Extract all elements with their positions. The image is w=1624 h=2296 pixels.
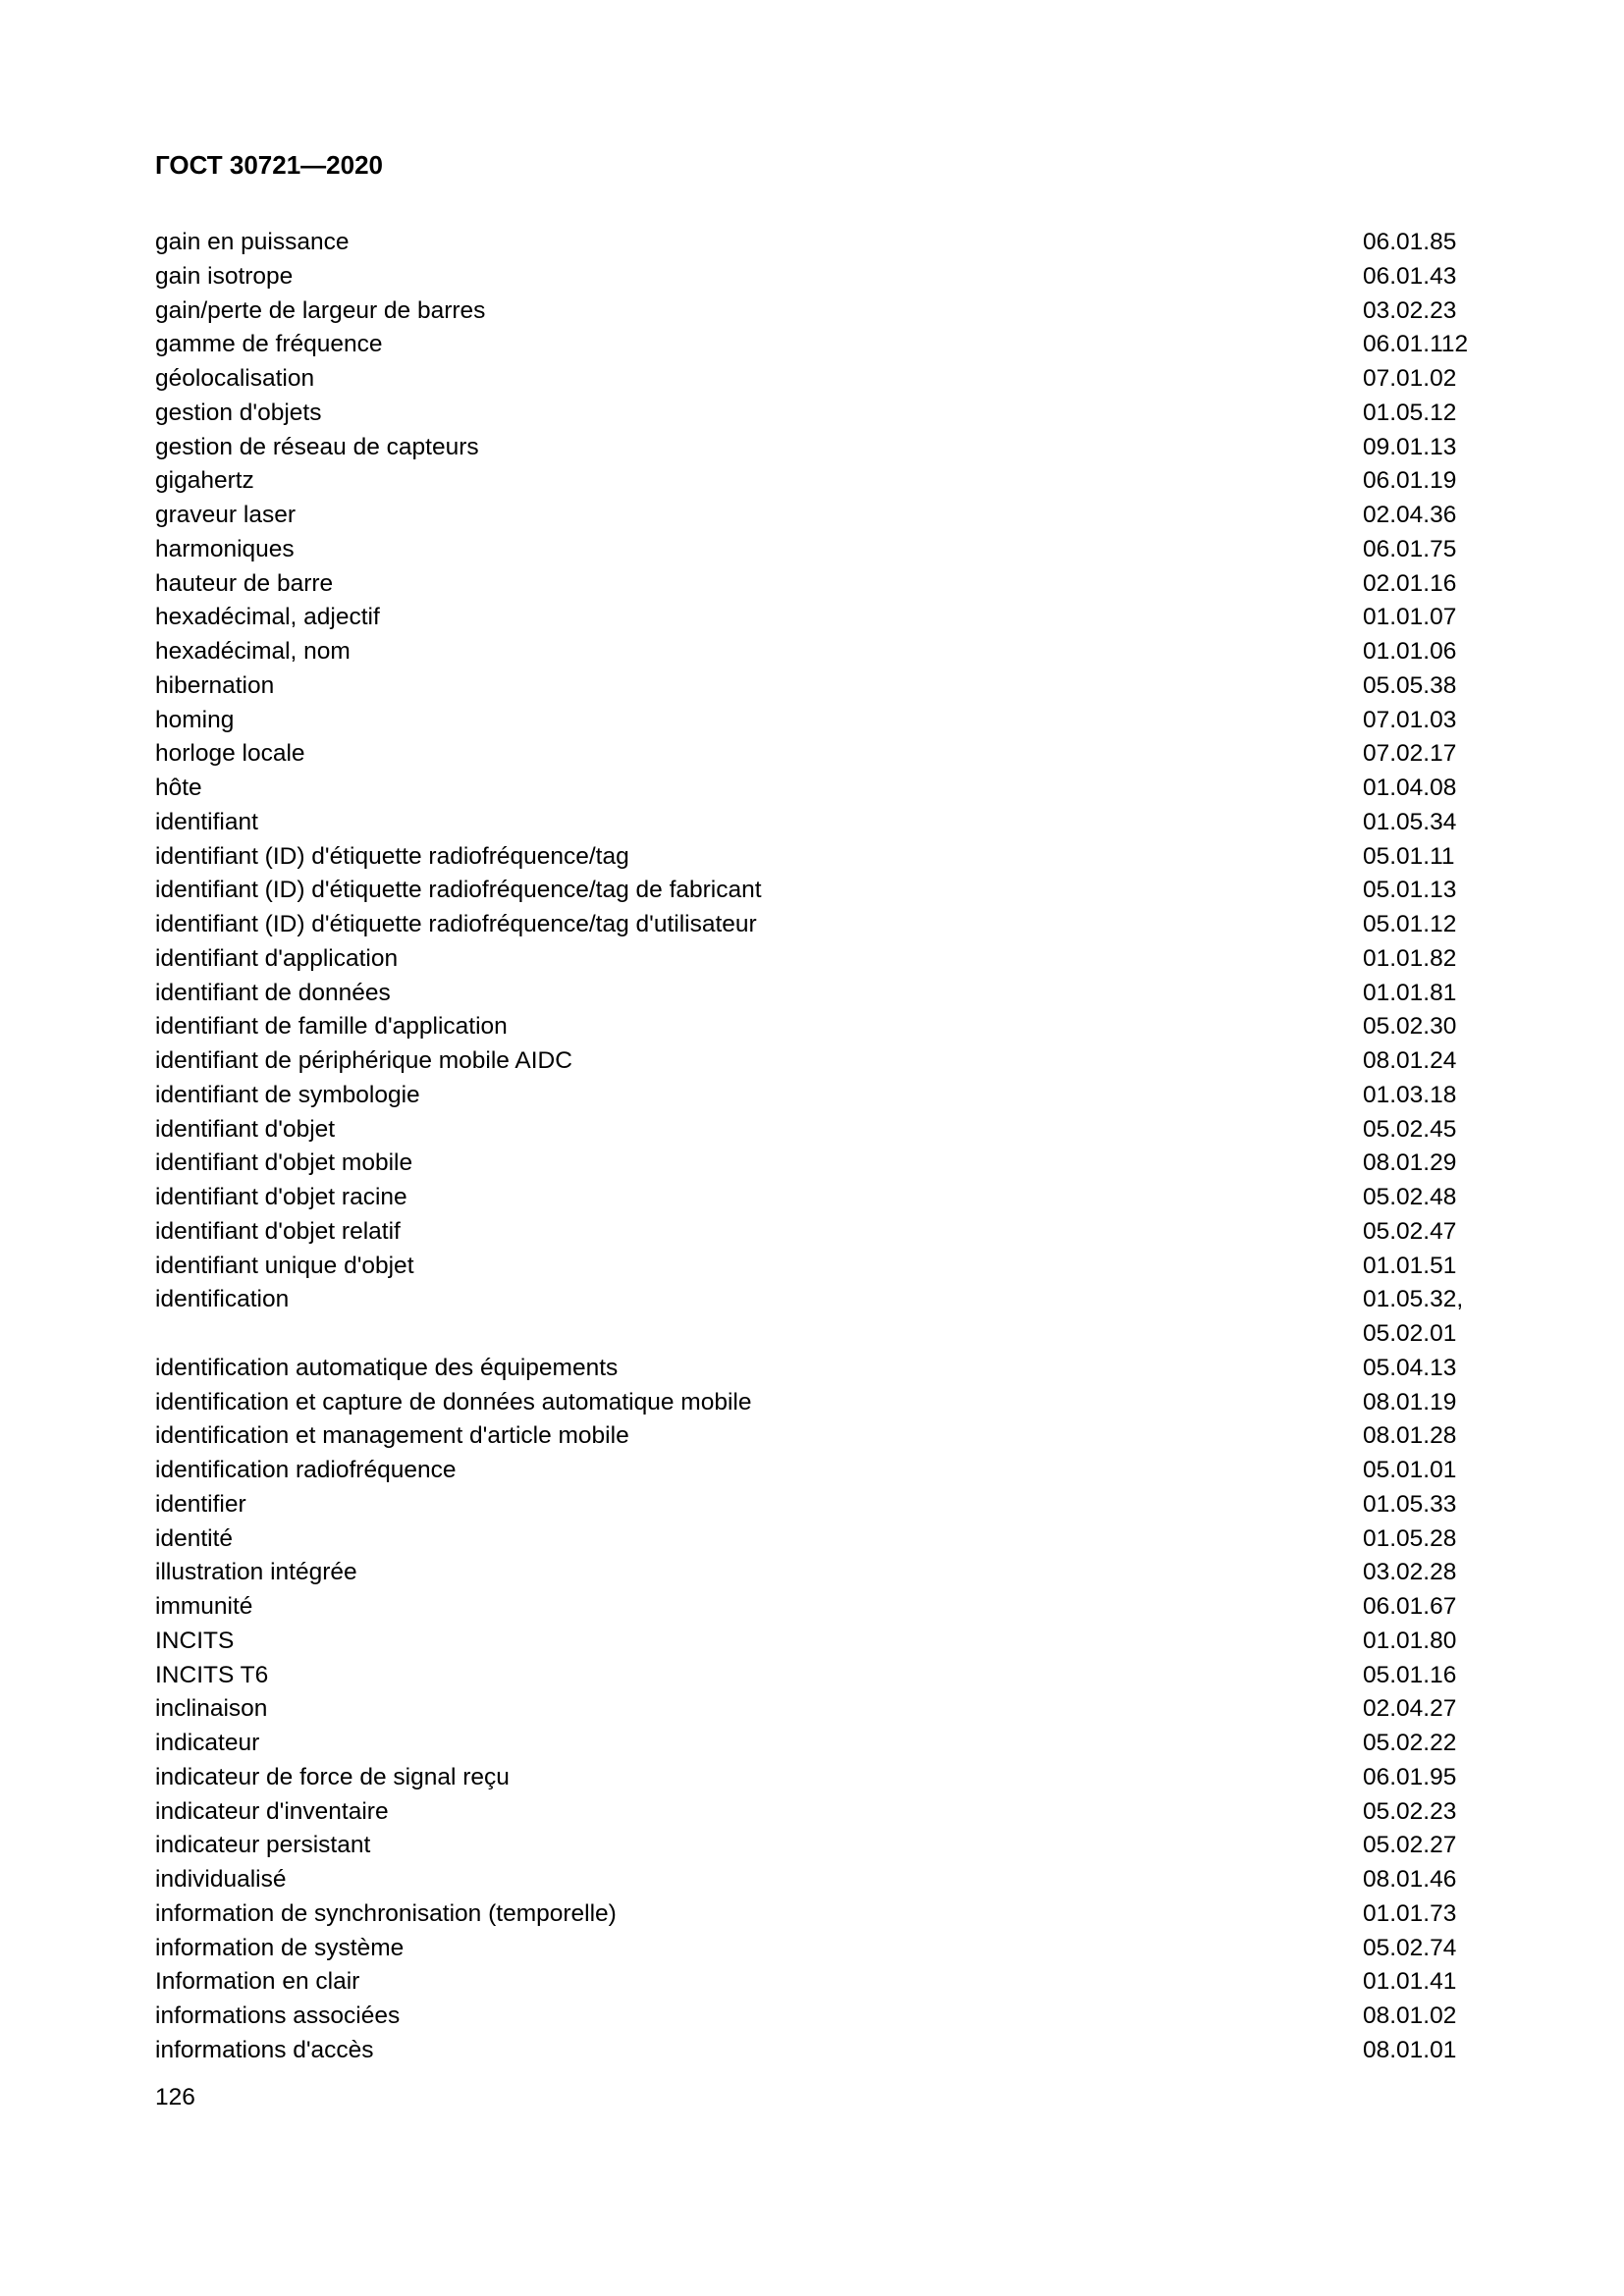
index-entry: [155, 397, 1471, 431]
index-ref-group: [1363, 1215, 1456, 1250]
index-term: illustration intégrée: [155, 1559, 357, 1586]
index-ref-code: 05.02.27: [1363, 1832, 1457, 1859]
index-ref-group: [1363, 942, 1456, 977]
index-term: informations associées: [155, 2002, 401, 2030]
index-entry: [155, 1113, 1471, 1148]
index-entry: [155, 977, 1471, 1011]
index-term: INCITS T6: [155, 1661, 269, 1688]
index-term: hexadécimal, nom: [155, 638, 351, 665]
index-entry: [155, 1590, 1471, 1625]
index-ref-code: 06.01.75: [1363, 535, 1457, 562]
index-entry: [155, 772, 1471, 806]
index-term: identifiant d'objet: [155, 1115, 336, 1143]
index-ref-group: [1363, 1761, 1456, 1795]
index-ref-code: 07.01.02: [1363, 365, 1457, 392]
index-ref-code: 06.01.112: [1363, 331, 1469, 358]
index-ref-group: [1363, 533, 1456, 567]
index-ref-group: [1363, 1727, 1456, 1761]
index-term: identification et management d'article mobile: [155, 1422, 629, 1450]
index-ref-group: [1363, 635, 1456, 669]
index-term: identifiant d'objet racine: [155, 1184, 407, 1210]
index-term: individualisé: [155, 1866, 287, 1894]
index-entry: [155, 1829, 1471, 1863]
index-entry: [155, 1419, 1471, 1454]
index-ref-group: [1363, 669, 1456, 704]
index-ref-code: 07.01.03: [1363, 706, 1457, 733]
index-term: indicateur d'inventaire: [155, 1797, 389, 1825]
index-ref-code: 01.05.33: [1363, 1490, 1457, 1518]
index-ref-code: 05.02.47: [1363, 1217, 1457, 1245]
index-entry: [155, 1795, 1471, 1830]
index-ref-group: [1363, 1659, 1456, 1693]
index-entry: [155, 362, 1471, 397]
index-ref-group: [1363, 1250, 1456, 1284]
index-ref-code: 05.02.01: [1363, 1320, 1457, 1347]
index-entry: [155, 1522, 1471, 1557]
index-term: identification radiofréquence: [155, 1457, 457, 1484]
index-ref-group: [1363, 1590, 1456, 1625]
index-ref-group: [1363, 1010, 1456, 1044]
index-term: hibernation: [155, 671, 275, 699]
index-term: information de système: [155, 1934, 405, 1961]
index-entry: [155, 294, 1471, 329]
index-ref-code: 06.01.67: [1363, 1593, 1457, 1621]
index-ref-code: 01.05.32,: [1363, 1286, 1464, 1313]
index-ref-code: 05.02.45: [1363, 1115, 1457, 1143]
page-number: 126: [155, 2084, 195, 2110]
index-entry: [155, 1215, 1471, 1250]
index-ref-code: 01.01.82: [1363, 944, 1457, 972]
index-entry: [155, 1625, 1471, 1659]
index-ref-group: [1363, 737, 1456, 772]
term-index-list: [155, 226, 1471, 2068]
index-ref-code: 05.02.30: [1363, 1013, 1457, 1041]
index-ref-code: 08.01.01: [1363, 2036, 1457, 2063]
index-ref-group: [1363, 840, 1455, 875]
index-entry: [155, 260, 1471, 294]
index-ref-code: 05.04.13: [1363, 1354, 1457, 1381]
index-entry: [155, 328, 1471, 362]
index-ref-group: [1363, 1692, 1456, 1727]
index-entry: [155, 806, 1471, 840]
index-term: identifiant d'objet mobile: [155, 1149, 413, 1177]
index-ref-group: [1363, 1044, 1456, 1079]
index-term: immunité: [155, 1593, 253, 1621]
index-ref-group: [1363, 1795, 1456, 1830]
index-ref-code: 08.01.02: [1363, 2002, 1457, 2030]
index-ref-code: 06.01.85: [1363, 229, 1457, 255]
index-ref-group: [1363, 1863, 1456, 1897]
index-entry: [155, 431, 1471, 465]
index-entry: [155, 1010, 1471, 1044]
index-entry: [155, 1250, 1471, 1284]
index-ref-code: 01.05.12: [1363, 399, 1457, 426]
index-ref-group: [1363, 601, 1456, 635]
index-ref-group: [1363, 1897, 1456, 1932]
index-entry: [155, 1761, 1471, 1795]
index-term: identifiant d'application: [155, 944, 399, 972]
index-entry: [155, 533, 1471, 567]
index-term: hôte: [155, 774, 202, 801]
index-term: identifiant d'objet relatif: [155, 1217, 401, 1245]
index-ref-code: 06.01.43: [1363, 262, 1457, 290]
index-term: informations d'accès: [155, 2036, 374, 2063]
index-ref-group: [1363, 260, 1456, 294]
index-ref-code: 05.01.12: [1363, 911, 1457, 937]
index-entry: [155, 1147, 1471, 1181]
index-ref-code: 01.01.06: [1363, 638, 1457, 665]
index-ref-group: [1363, 567, 1456, 602]
index-term: graveur laser: [155, 502, 296, 528]
index-term: géolocalisation: [155, 365, 315, 392]
index-term: gestion d'objets: [155, 399, 322, 426]
index-entry: [155, 840, 1471, 875]
index-term: identifier: [155, 1490, 246, 1518]
index-ref-code: 05.01.13: [1363, 877, 1457, 904]
index-ref-group: [1363, 772, 1456, 806]
index-entry: [155, 1044, 1471, 1079]
index-ref-code: 06.01.95: [1363, 1763, 1457, 1790]
index-term: gain en puissance: [155, 229, 350, 255]
index-term: gigahertz: [155, 467, 254, 495]
index-ref-group: [1363, 1181, 1456, 1215]
index-entry: [155, 908, 1471, 942]
index-entry: [155, 704, 1471, 738]
index-ref-code: 08.01.46: [1363, 1866, 1457, 1894]
index-entry: [155, 1692, 1471, 1727]
index-term: identifiant de symbologie: [155, 1081, 420, 1108]
index-ref-group: [1363, 874, 1456, 908]
index-term: identifiant (ID) d'étiquette radiofréquence/tag de fabricant: [155, 877, 762, 904]
index-ref-group: [1363, 226, 1456, 260]
index-ref-code: 01.01.73: [1363, 1899, 1457, 1927]
index-entry: [155, 1727, 1471, 1761]
index-entry: [155, 1488, 1471, 1522]
index-ref-code: 05.02.48: [1363, 1184, 1457, 1210]
index-ref-group: [1363, 499, 1456, 533]
index-term: information de synchronisation (temporelle): [155, 1899, 617, 1927]
index-ref-group: [1363, 1352, 1456, 1386]
index-entry: [155, 2034, 1471, 2068]
index-ref-code: 01.05.34: [1363, 808, 1457, 835]
index-term: identifiant de données: [155, 979, 391, 1006]
index-term: hauteur de barre: [155, 569, 334, 597]
index-term: identité: [155, 1524, 234, 1552]
index-term: identification et capture de données automatique mobile: [155, 1388, 752, 1415]
index-entry: [155, 737, 1471, 772]
index-entry: [155, 1079, 1471, 1113]
index-ref-code: 08.01.28: [1363, 1422, 1457, 1450]
index-term: identifiant de périphérique mobile AIDC: [155, 1047, 572, 1074]
index-entry: [155, 1932, 1471, 1966]
index-ref-code: 05.05.38: [1363, 671, 1457, 699]
index-entry: [155, 874, 1471, 908]
index-ref-code: 09.01.13: [1363, 433, 1457, 460]
index-ref-code: 01.04.08: [1363, 774, 1457, 801]
index-term: harmoniques: [155, 535, 295, 562]
index-term: identifiant: [155, 808, 258, 835]
index-ref-code: 05.02.23: [1363, 1797, 1457, 1825]
index-term: identifiant (ID) d'étiquette radiofréquence/tag d'utilisateur: [155, 911, 757, 937]
index-entry: [155, 1659, 1471, 1693]
index-term: hexadécimal, adjectif: [155, 604, 380, 631]
index-ref-code: 06.01.19: [1363, 467, 1457, 495]
index-ref-group: [1363, 704, 1456, 738]
index-entry: [155, 2000, 1471, 2034]
index-entry: [155, 1454, 1471, 1488]
index-entry: [155, 226, 1471, 260]
index-ref-code: 01.01.81: [1363, 979, 1457, 1006]
index-term: identifiant (ID) d'étiquette radiofréquence/tag: [155, 842, 629, 870]
index-entry: [155, 1181, 1471, 1215]
index-term: identification automatique des équipements: [155, 1354, 619, 1381]
index-ref-group: [1363, 1488, 1456, 1522]
index-term: identification: [155, 1286, 290, 1313]
index-term: INCITS: [155, 1627, 235, 1654]
index-entry: [155, 1556, 1471, 1590]
index-ref-code: 01.05.28: [1363, 1524, 1457, 1552]
index-entry: [155, 1897, 1471, 1932]
index-term: inclinaison: [155, 1695, 268, 1723]
index-ref-code: 03.02.28: [1363, 1559, 1457, 1586]
index-ref-group: [1363, 1079, 1456, 1113]
index-ref-group: [1363, 1454, 1456, 1488]
index-entry: [155, 1283, 1471, 1352]
index-term: gamme de fréquence: [155, 331, 383, 358]
index-ref-group: [1363, 362, 1456, 397]
index-ref-group: [1363, 1113, 1456, 1148]
index-ref-code: 08.01.24: [1363, 1047, 1457, 1074]
index-term: gain isotrope: [155, 262, 294, 290]
index-ref-group: [1363, 806, 1456, 840]
index-entry: [155, 635, 1471, 669]
index-entry: [155, 942, 1471, 977]
index-ref-group: [1363, 1147, 1456, 1181]
index-ref-group: [1363, 1283, 1463, 1352]
index-ref-group: [1363, 1932, 1456, 1966]
index-entry: [155, 669, 1471, 704]
index-ref-group: [1363, 1965, 1456, 2000]
index-ref-code: 02.04.36: [1363, 502, 1457, 528]
index-term: indicateur persistant: [155, 1832, 371, 1859]
index-entry: [155, 601, 1471, 635]
index-ref-group: [1363, 908, 1456, 942]
index-ref-group: [1363, 1386, 1456, 1420]
index-ref-group: [1363, 977, 1456, 1011]
index-ref-group: [1363, 1419, 1456, 1454]
index-ref-code: 05.01.11: [1363, 842, 1455, 870]
standard-header: ГОСТ 30721—2020: [155, 150, 383, 180]
index-term: identifiant de famille d'application: [155, 1013, 508, 1041]
index-entry: [155, 464, 1471, 499]
index-ref-code: 05.02.22: [1363, 1730, 1457, 1757]
index-ref-code: 08.01.19: [1363, 1388, 1457, 1415]
index-ref-code: 01.01.41: [1363, 1968, 1457, 1996]
index-ref-code: 07.02.17: [1363, 740, 1457, 768]
index-term: Information en clair: [155, 1968, 360, 1996]
index-ref-group: [1363, 464, 1456, 499]
index-ref-code: 08.01.29: [1363, 1149, 1457, 1177]
index-ref-group: [1363, 328, 1468, 362]
index-ref-group: [1363, 2000, 1456, 2034]
index-ref-group: [1363, 294, 1456, 329]
index-entry: [155, 499, 1471, 533]
index-ref-code: 01.01.80: [1363, 1627, 1457, 1654]
index-term: indicateur: [155, 1730, 260, 1757]
index-entry: [155, 1965, 1471, 2000]
index-term: indicateur de force de signal reçu: [155, 1763, 510, 1790]
index-ref-code: 01.01.51: [1363, 1252, 1457, 1279]
index-term: gain/perte de largeur de barres: [155, 296, 486, 324]
index-ref-group: [1363, 1556, 1456, 1590]
index-ref-group: [1363, 1522, 1456, 1557]
index-ref-group: [1363, 2034, 1456, 2068]
index-ref-code: 02.01.16: [1363, 569, 1457, 597]
index-ref-code: 05.01.16: [1363, 1661, 1457, 1688]
index-ref-code: 05.01.01: [1363, 1457, 1457, 1484]
index-term: gestion de réseau de capteurs: [155, 433, 479, 460]
index-ref-group: [1363, 397, 1456, 431]
index-entry: [155, 1352, 1471, 1386]
index-entry: [155, 1386, 1471, 1420]
index-ref-code: 02.04.27: [1363, 1695, 1457, 1723]
index-ref-group: [1363, 1625, 1456, 1659]
index-term: horloge locale: [155, 740, 305, 768]
index-ref-code: 01.03.18: [1363, 1081, 1457, 1108]
index-ref-group: [1363, 431, 1456, 465]
index-ref-code: 01.01.07: [1363, 604, 1457, 631]
index-entry: [155, 1863, 1471, 1897]
index-term: identifiant unique d'objet: [155, 1252, 414, 1279]
index-ref-code: 05.02.74: [1363, 1934, 1457, 1961]
index-entry: [155, 567, 1471, 602]
index-ref-code: 03.02.23: [1363, 296, 1457, 324]
index-term: homing: [155, 706, 235, 733]
index-ref-group: [1363, 1829, 1456, 1863]
